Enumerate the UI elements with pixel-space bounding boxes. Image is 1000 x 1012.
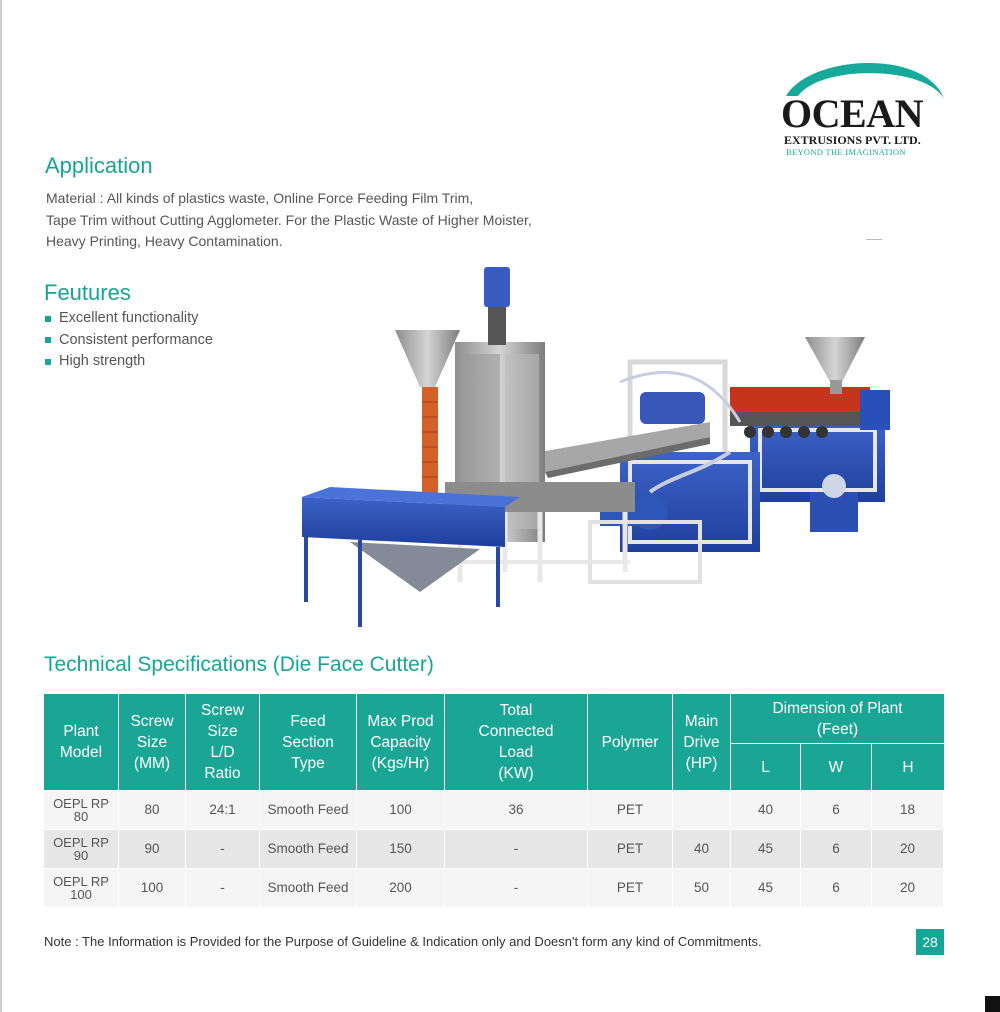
feature-item [45,330,213,352]
model-line: 100 [70,887,92,902]
cell-ld-ratio: - [186,830,260,869]
feature-label: Consistent performance [59,331,213,348]
table-row [44,791,944,830]
page-number-badge: 28 [916,929,944,955]
logo-wordmark: OCEAN [781,91,923,136]
cell-polymer: PET [588,869,673,908]
cell-drive: 40 [673,830,731,869]
header-max-prod [357,694,445,791]
application-line: Heavy Printing, Heavy Contamination. [46,233,283,249]
cell-ld-ratio: - [186,869,260,908]
corner-mark [985,996,1000,1012]
header-total-load [445,694,588,791]
header-line: L/D [210,744,235,761]
application-heading: Application [45,153,153,178]
header-main-drive [673,694,731,791]
header-line: Type [291,754,325,772]
cell-capacity: 100 [357,791,445,830]
cell-capacity: 150 [357,830,445,869]
cell-dim-h: 18 [872,791,944,830]
cell-feed: Smooth Feed [260,869,357,908]
table-row [44,869,944,908]
cell-dim-w: 6 [801,830,872,869]
cell-dim-l: 45 [731,830,801,869]
header-line: Connected [478,723,554,740]
cell-model [44,830,119,869]
cell-ld-ratio: 24:1 [186,791,260,830]
header-line: Feed [290,712,326,730]
cell-drive [673,791,731,830]
header-screw-size [119,694,186,791]
header-line: Main [684,712,719,730]
cell-dim-h: 20 [872,869,944,908]
square-bullet-icon [45,337,51,343]
header-line: Dimension of Plant [772,699,903,717]
header-line: (Feet) [816,720,859,738]
cell-model [44,869,119,908]
cell-polymer: PET [588,830,673,869]
header-screw-ld-ratio [186,694,260,791]
header-line: (Kgs/Hr) [371,754,430,772]
cell-model [44,791,119,830]
header-line: Load [498,744,534,761]
cell-screw-size: 100 [119,869,186,908]
cell-dim-h: 20 [872,830,944,869]
feature-label: High strength [59,353,146,369]
header-dim-l: L [731,744,801,791]
logo-subtitle: EXTRUSIONS PVT. LTD. [784,133,921,147]
feature-item [45,308,213,330]
header-line: (MM) [133,754,171,772]
table-row [44,830,944,869]
header-dim-h: H [872,744,944,791]
application-line: Material : All kinds of plastics waste, Online Force Feeding Film Trim, [46,190,474,206]
cell-load: - [445,869,588,908]
header-line: Drive [683,733,720,751]
model-line: 80 [73,809,89,824]
header-line: Screw [130,712,174,730]
header-plant-model [44,694,119,791]
header-line: Ratio [204,765,241,782]
cell-feed: Smooth Feed [260,830,357,869]
model-line: OEPL RP [53,835,109,850]
decorative-dash [866,239,882,240]
cell-drive: 50 [673,869,731,908]
features-heading: Feutures [44,280,131,305]
application-text [46,188,606,253]
model-line: OEPL RP [53,796,109,811]
header-line: Size [136,733,168,751]
header-line: Size [207,723,238,740]
model-line: OEPL RP [53,874,109,889]
header-line: Total [499,702,533,719]
cell-load: - [445,830,588,869]
header-dimension [731,694,944,744]
feature-item [45,351,213,373]
cell-polymer: PET [588,791,673,830]
header-line: (KW) [498,765,534,782]
header-dim-w: W [801,744,872,791]
cell-screw-size: 90 [119,830,186,869]
cell-load: 36 [445,791,588,830]
header-polymer: Polymer [588,694,673,791]
table-header-row [44,694,944,744]
specs-heading: Technical Specifications (Die Face Cutter) [44,653,434,676]
header-line: (HP) [685,754,718,772]
application-line: Tape Trim without Cutting Agglometer. For the Plastic Waste of Higher Moister, [46,211,532,228]
header-line: Max Prod [367,712,434,730]
model-line: 90 [73,848,89,863]
cell-feed: Smooth Feed [260,791,357,830]
company-logo [776,54,951,164]
features-list [45,308,213,373]
header-line: Capacity [370,733,431,751]
feature-label: Excellent functionality [59,310,199,326]
plastic-recycling-machine-image [290,262,900,634]
square-bullet-icon [45,316,51,322]
header-line: Section [282,733,334,751]
header-line: Screw [200,702,245,719]
logo-tagline: BEYOND THE IMAGINATION [786,147,906,157]
disclaimer-note: Note : The Information is Provided for the Purpose of Guideline & Indication only and Doesn't form any kind of Commitments. [44,934,762,949]
square-bullet-icon [45,359,51,365]
cell-dim-w: 6 [801,791,872,830]
header-feed-section [260,694,357,791]
cell-capacity: 200 [357,869,445,908]
cell-dim-l: 40 [731,791,801,830]
cell-screw-size: 80 [119,791,186,830]
page-left-rule [0,0,2,1012]
cell-dim-l: 45 [731,869,801,908]
cell-dim-w: 6 [801,869,872,908]
specs-table [44,694,944,908]
header-line: Plant [63,723,99,740]
header-line: Model [59,744,103,761]
